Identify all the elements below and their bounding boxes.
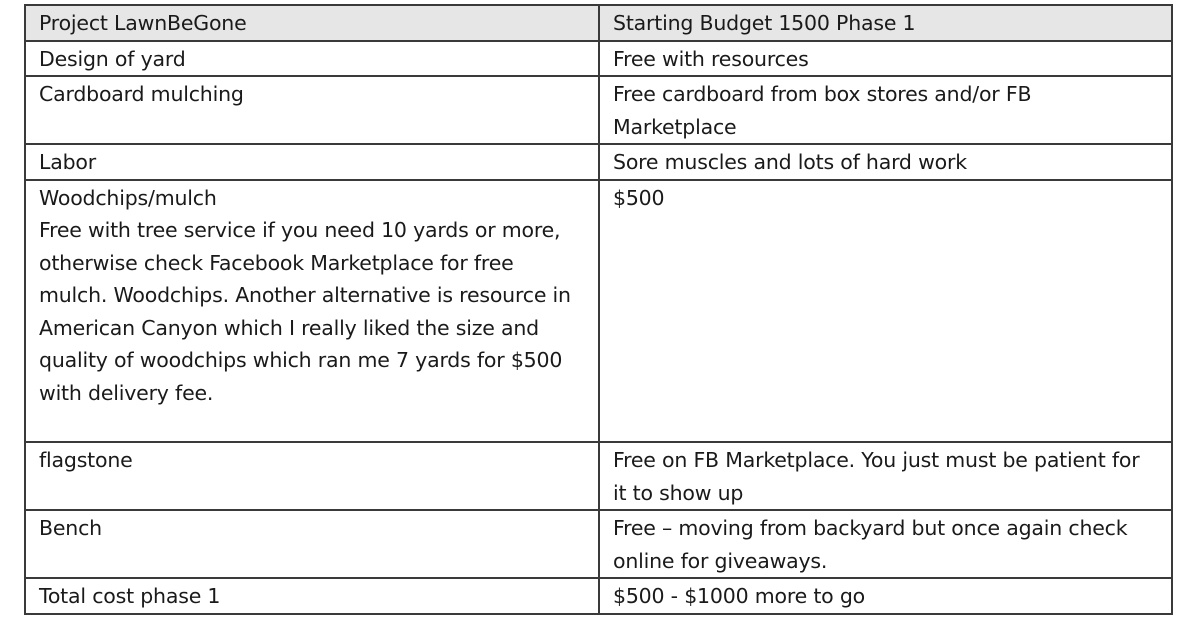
row-cost: Free on FB Marketplace. You just must be patient for it to show up <box>599 442 1172 510</box>
row-item: flagstone <box>25 442 599 510</box>
row-cost: Free cardboard from box stores and/or FB Marketplace <box>599 76 1172 144</box>
row-note: Free with tree service if you need 10 yards or more, otherwise check Facebook Marketplace for free mulch. Woodchips. Another alternative is resource in American Canyon which I really liked the size and quality of woodchips which ran me 7 yards for $500 with delivery fee. <box>39 218 571 405</box>
budget-table <box>24 4 1173 615</box>
row-item: Labor <box>25 144 599 180</box>
header-project-name: Project LawnBeGone <box>25 5 599 41</box>
table-row <box>25 41 1172 77</box>
row-cost: Sore muscles and lots of hard work <box>599 144 1172 180</box>
table-row <box>25 180 1172 443</box>
row-item: Cardboard mulching <box>25 76 599 144</box>
row-cost: Free – moving from backyard but once again check online for giveaways. <box>599 510 1172 578</box>
header-budget: Starting Budget 1500 Phase 1 <box>599 5 1172 41</box>
table-row <box>25 578 1172 614</box>
row-spacer <box>39 409 585 441</box>
row-cost: $500 <box>599 180 1172 443</box>
row-cost: Free with resources <box>599 41 1172 77</box>
table-row <box>25 442 1172 510</box>
row-item: Bench <box>25 510 599 578</box>
table-row <box>25 76 1172 144</box>
row-item: Design of yard <box>25 41 599 77</box>
table-header-row <box>25 5 1172 41</box>
table-row <box>25 510 1172 578</box>
row-cost: $500 - $1000 more to go <box>599 578 1172 614</box>
table-row <box>25 144 1172 180</box>
row-item: Woodchips/mulch <box>39 185 217 210</box>
row-item-cell <box>25 180 599 443</box>
row-item: Total cost phase 1 <box>25 578 599 614</box>
